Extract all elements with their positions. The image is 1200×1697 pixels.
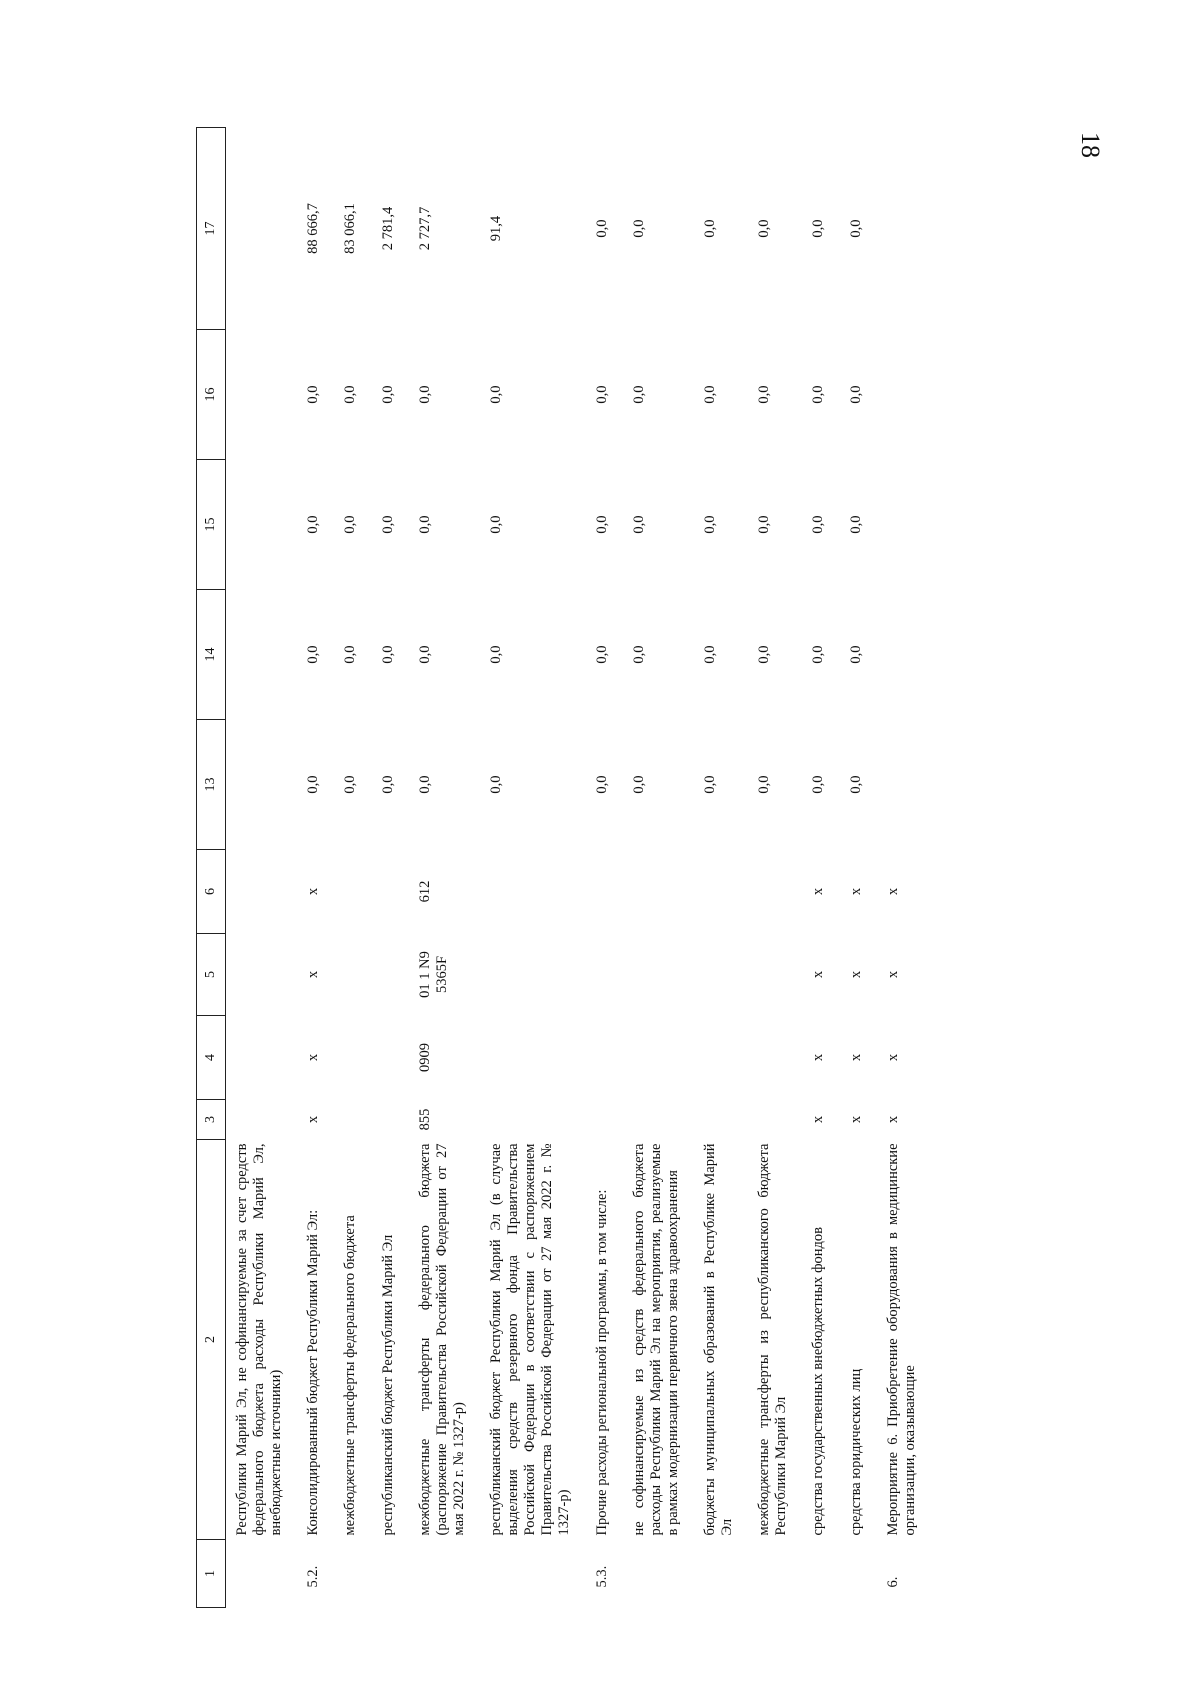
cell-14 (877, 590, 931, 720)
header-row (197, 128, 226, 1608)
cell-17 (877, 128, 931, 330)
cell-4 (748, 1016, 802, 1100)
cell-17: 88 666,7 (305, 203, 322, 254)
cell-14: 0,0 (342, 645, 359, 664)
row-number: 5.3. (593, 1565, 610, 1588)
cell-14: 0,0 (305, 645, 322, 664)
col-header: 14 (197, 590, 226, 720)
col-header: 4 (197, 1016, 226, 1100)
table-row (409, 128, 480, 1608)
table-row (748, 128, 802, 1608)
cell-14: 0,0 (593, 645, 610, 664)
cell-4 (372, 1016, 409, 1100)
table-row (840, 128, 877, 1608)
cell-6 (586, 850, 623, 934)
cell-3: x (810, 1115, 827, 1124)
cell-3: x (847, 1115, 864, 1124)
cell-15 (226, 460, 298, 590)
table-body (226, 128, 931, 1608)
cell-16: 0,0 (342, 385, 359, 404)
cell-3 (226, 1100, 298, 1140)
row-number: 5.2. (305, 1565, 322, 1588)
table-row (623, 128, 694, 1608)
cell-16: 0,0 (630, 385, 647, 404)
table-row (877, 128, 931, 1608)
cell-6: x (884, 887, 901, 896)
cell-6: x (810, 887, 827, 896)
row-description: межбюджетные трансферты из республиканского бюджета Республики Марий Эл (756, 1143, 790, 1536)
cell-14: 0,0 (630, 645, 647, 664)
cell-13: 0,0 (701, 775, 718, 794)
row-description: средства юридических лиц (847, 1368, 864, 1536)
row-number (802, 1540, 839, 1608)
cell-13 (877, 720, 931, 850)
col-header: 17 (197, 128, 226, 330)
cell-15: 0,0 (756, 515, 773, 534)
page-number: 18 (1076, 132, 1105, 158)
cell-5 (694, 934, 748, 1016)
cell-4 (694, 1016, 748, 1100)
table-row (480, 128, 586, 1608)
col-header: 16 (197, 330, 226, 460)
cell-4 (586, 1016, 623, 1100)
cell-16: 0,0 (305, 385, 322, 404)
cell-16 (877, 330, 931, 460)
cell-13: 0,0 (379, 775, 396, 794)
cell-16: 0,0 (487, 385, 504, 404)
cell-6 (623, 850, 694, 934)
table-row (226, 128, 298, 1608)
cell-13: 0,0 (630, 775, 647, 794)
cell-6 (748, 850, 802, 934)
cell-5: 01 1 N9 5365F (416, 951, 450, 998)
table-row (334, 128, 371, 1608)
cell-14: 0,0 (810, 645, 827, 664)
cell-13: 0,0 (593, 775, 610, 794)
cell-5 (480, 934, 586, 1016)
cell-6 (226, 850, 298, 934)
cell-13: 0,0 (756, 775, 773, 794)
table-row (694, 128, 748, 1608)
cell-16 (226, 330, 298, 460)
cell-5 (372, 934, 409, 1016)
cell-5 (748, 934, 802, 1016)
cell-13: 0,0 (305, 775, 322, 794)
row-description: Мероприятие 6. Приобретение оборудования в медицинские организации, оказывающие (884, 1143, 918, 1536)
cell-6: x (847, 887, 864, 896)
cell-4: x (810, 1053, 827, 1062)
cell-5 (226, 934, 298, 1016)
cell-4: 0909 (416, 1043, 433, 1072)
cell-4 (334, 1016, 371, 1100)
cell-3: x (884, 1115, 901, 1124)
cell-3: x (305, 1115, 322, 1124)
rotated-table-container (196, 128, 1066, 1608)
cell-14: 0,0 (416, 645, 433, 664)
cell-6 (480, 850, 586, 934)
cell-6: 612 (416, 880, 433, 903)
table-row (802, 128, 839, 1608)
table-row (586, 128, 623, 1608)
row-description: республиканский бюджет Республики Марий Эл (379, 1234, 396, 1536)
row-number (226, 1540, 298, 1608)
row-description: Прочие расходы региональной программы, в том числе: (593, 1189, 610, 1536)
col-header: 3 (197, 1100, 226, 1140)
row-number (372, 1540, 409, 1608)
cell-16: 0,0 (701, 385, 718, 404)
cell-6 (334, 850, 371, 934)
cell-14: 0,0 (487, 645, 504, 664)
cell-4 (226, 1016, 298, 1100)
cell-5 (586, 934, 623, 1016)
cell-4: x (884, 1053, 901, 1062)
cell-15 (877, 460, 931, 590)
cell-5: x (810, 970, 827, 979)
cell-5: x (884, 970, 901, 979)
cell-13: 0,0 (810, 775, 827, 794)
cell-17: 2 781,4 (379, 206, 396, 251)
table-row (297, 128, 334, 1608)
cell-16: 0,0 (756, 385, 773, 404)
cell-5 (623, 934, 694, 1016)
cell-16: 0,0 (416, 385, 433, 404)
cell-14: 0,0 (756, 645, 773, 664)
row-description: не софинансируемые из средств федерального бюджета расходы Республики Марий Эл на мероприятия, реализуемые в рамках модернизации первичного звена здравоохранения (630, 1143, 681, 1536)
cell-3 (480, 1100, 586, 1140)
row-description: Консолидированный бюджет Республики Марий Эл: (305, 1209, 322, 1536)
cell-15: 0,0 (379, 515, 396, 534)
cell-13: 0,0 (416, 775, 433, 794)
cell-6 (372, 850, 409, 934)
col-header: 5 (197, 934, 226, 1016)
cell-5: x (847, 970, 864, 979)
cell-15: 0,0 (847, 515, 864, 534)
cell-16: 0,0 (593, 385, 610, 404)
cell-17: 0,0 (593, 219, 610, 238)
row-number (409, 1540, 480, 1608)
cell-5: x (305, 970, 322, 979)
row-description: Республики Марий Эл, не софинансируемые за счет средств федерального бюджета расходы Республики Марий Эл, внебюджетные источники) (234, 1143, 285, 1536)
cell-16: 0,0 (379, 385, 396, 404)
cell-5 (334, 934, 371, 1016)
cell-13: 0,0 (487, 775, 504, 794)
cell-3 (748, 1100, 802, 1140)
cell-17: 0,0 (701, 219, 718, 238)
cell-15: 0,0 (305, 515, 322, 534)
col-header: 1 (197, 1540, 226, 1608)
cell-17: 2 727,7 (416, 206, 433, 251)
row-description: средства государственных внебюджетных фондов (810, 1227, 827, 1536)
table-row (372, 128, 409, 1608)
cell-4: x (847, 1053, 864, 1062)
col-header: 2 (197, 1140, 226, 1540)
row-number (748, 1540, 802, 1608)
cell-15: 0,0 (810, 515, 827, 534)
cell-13: 0,0 (847, 775, 864, 794)
cell-13 (226, 720, 298, 850)
row-number (334, 1540, 371, 1608)
cell-17: 83 066,1 (342, 203, 359, 254)
cell-3: 855 (416, 1108, 433, 1131)
cell-3 (586, 1100, 623, 1140)
cell-15: 0,0 (630, 515, 647, 534)
cell-14: 0,0 (701, 645, 718, 664)
row-number (480, 1540, 586, 1608)
row-number (840, 1540, 877, 1608)
cell-16: 0,0 (810, 385, 827, 404)
row-description: межбюджетные трансферты федерального бюджета (342, 1215, 359, 1536)
cell-4 (623, 1016, 694, 1100)
cell-15: 0,0 (416, 515, 433, 534)
cell-17 (226, 128, 298, 330)
cell-17: 0,0 (630, 219, 647, 238)
cell-14: 0,0 (379, 645, 396, 664)
col-header: 6 (197, 850, 226, 934)
row-number: 6. (884, 1576, 901, 1588)
cell-15: 0,0 (487, 515, 504, 534)
row-description: межбюджетные трансферты федерального бюджета (распоряжение Правительства Российской Федерации от 27 мая 2022 г. № 1327-р) (416, 1143, 467, 1536)
cell-16: 0,0 (847, 385, 864, 404)
cell-15: 0,0 (342, 515, 359, 534)
row-number (694, 1540, 748, 1608)
cell-3 (372, 1100, 409, 1140)
budget-table (196, 127, 931, 1608)
cell-14 (226, 590, 298, 720)
cell-17: 0,0 (847, 219, 864, 238)
cell-15: 0,0 (593, 515, 610, 534)
row-description: республиканский бюджет Республики Марий Эл (в случае выделения средств резервного фонда Правительства Российской Федерации в соответствии с распоряжением Правительства Российской Федерации от 27 мая 2022 г. № 1327-р) (487, 1143, 573, 1536)
cell-4: x (305, 1053, 322, 1062)
cell-17: 0,0 (810, 219, 827, 238)
cell-14: 0,0 (847, 645, 864, 664)
col-header: 13 (197, 720, 226, 850)
cell-6: x (305, 887, 322, 896)
cell-17: 0,0 (756, 219, 773, 238)
row-number (623, 1540, 694, 1608)
col-header: 15 (197, 460, 226, 590)
cell-15: 0,0 (701, 515, 718, 534)
cell-3 (623, 1100, 694, 1140)
cell-13: 0,0 (342, 775, 359, 794)
cell-6 (694, 850, 748, 934)
cell-3 (694, 1100, 748, 1140)
row-description: бюджеты муниципальных образований в Республике Марий Эл (701, 1143, 736, 1536)
cell-3 (334, 1100, 371, 1140)
cell-4 (480, 1016, 586, 1100)
cell-17: 91,4 (487, 215, 504, 242)
